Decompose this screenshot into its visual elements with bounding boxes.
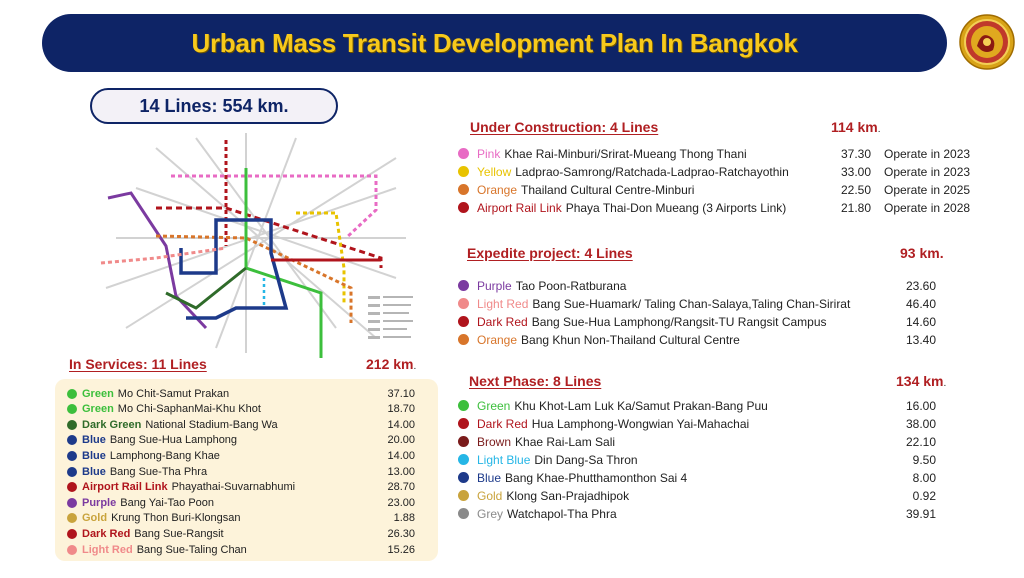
line-route: Khae Rai-Minburi/Srirat-Mueang Thong Thani	[504, 146, 747, 161]
in-services-km: 212 km.	[366, 356, 417, 372]
expedite-title: Expedite project: 4 Lines	[467, 245, 633, 261]
line-color-name: Light Red	[477, 296, 529, 311]
line-route: Phayathai-Suvarnabhumi	[171, 481, 296, 494]
under-construction-km: 114 km.	[831, 119, 881, 135]
line-color-name: Purple	[477, 278, 512, 293]
line-color-name: Light Blue	[477, 452, 531, 467]
in-services-row	[67, 447, 427, 464]
in-services-title: In Services: 11 Lines	[69, 356, 207, 372]
line-color-bullet-icon	[67, 420, 77, 430]
line-route: Bang Sue-Hua Lamphong	[109, 434, 238, 447]
title-banner	[42, 14, 947, 72]
line-color-bullet-icon	[458, 454, 469, 465]
next-phase-row	[458, 397, 1008, 414]
line-color-bullet-icon	[458, 166, 469, 177]
next-phase-row	[458, 469, 1008, 486]
in-services-row	[67, 494, 427, 511]
line-route: Lamphong-Bang Khae	[109, 449, 220, 462]
next-phase-title: Next Phase: 8 Lines	[469, 373, 602, 389]
line-length: 28.70	[387, 481, 415, 494]
line-route: Mo Chi-SaphanMai-Khu Khot	[117, 403, 261, 416]
line-color-name: Grey	[477, 506, 504, 521]
line-route: Mo Chit-Samut Prakan	[117, 387, 230, 400]
line-length: 37.30	[840, 146, 871, 161]
line-length: 26.30	[387, 527, 415, 540]
line-color-name: Pink	[477, 146, 501, 161]
line-route: Bang Sue-Rangsit	[134, 527, 224, 540]
line-color-bullet-icon	[67, 435, 77, 445]
in-services-row	[67, 401, 427, 418]
line-color-name: Yellow	[477, 164, 512, 179]
next-phase-row	[458, 415, 1008, 432]
line-route: Bang Sue-Huamark/ Taling Chan-Salaya,Taling Chan-Sirirat	[532, 296, 851, 311]
line-color-bullet-icon	[67, 404, 77, 414]
line-color-bullet-icon	[67, 498, 77, 508]
line-length: 14.00	[387, 449, 415, 462]
line-color-bullet-icon	[67, 389, 77, 399]
line-color-name: Orange	[477, 332, 518, 347]
line-color-bullet-icon	[458, 298, 469, 309]
in-services-row	[67, 525, 427, 542]
next-phase-row	[458, 505, 1008, 522]
line-color-name: Gold	[477, 488, 503, 503]
line-color-bullet-icon	[458, 202, 469, 213]
line-route: Bang Sue-Tha Phra	[109, 465, 208, 478]
in-services-row	[67, 479, 427, 496]
transit-network-map	[96, 128, 426, 360]
line-length: 13.00	[387, 465, 415, 478]
in-services-row	[67, 510, 427, 527]
line-length: 38.00	[905, 416, 936, 431]
line-color-name: Dark Red	[82, 527, 131, 540]
line-length: 33.00	[840, 164, 871, 179]
under-construction-row	[458, 145, 1008, 162]
line-route: Khu Khot-Lam Luk Ka/Samut Prakan-Bang Puu	[514, 398, 768, 413]
line-route: Ladprao-Samrong/Ratchada-Ladprao-Ratchayothin	[515, 164, 789, 179]
line-route: Bang Sue-Hua Lamphong/Rangsit-TU Rangsit Campus	[531, 314, 827, 329]
total-lines-pill: 14 Lines: 554 km.	[90, 88, 338, 124]
line-route: National Stadium-Bang Wa	[145, 418, 278, 431]
line-length: 20.00	[387, 434, 415, 447]
line-color-bullet-icon	[458, 508, 469, 519]
line-length: 16.00	[905, 398, 936, 413]
line-route: Hua Lamphong-Wongwian Yai-Mahachai	[531, 416, 750, 431]
line-color-name: Airport Rail Link	[82, 481, 168, 494]
in-services-row	[67, 541, 427, 558]
line-length: 1.88	[393, 512, 415, 525]
line-color-bullet-icon	[67, 482, 77, 492]
line-color-name: Orange	[477, 182, 518, 197]
line-color-bullet-icon	[458, 400, 469, 411]
line-length: 23.60	[905, 278, 936, 293]
line-color-bullet-icon	[67, 529, 77, 539]
expedite-row	[458, 331, 1008, 348]
under-construction-row	[458, 163, 1008, 180]
in-services-box	[55, 379, 438, 561]
line-route: Bang Sue-Taling Chan	[136, 543, 247, 556]
line-color-bullet-icon	[458, 316, 469, 327]
line-color-name: Blue	[477, 470, 502, 485]
line-color-bullet-icon	[458, 436, 469, 447]
expedite-km: 93 km.	[900, 245, 944, 261]
line-color-bullet-icon	[458, 148, 469, 159]
expedite-row	[458, 313, 1008, 330]
line-route: Khae Rai-Lam Sali	[515, 434, 616, 449]
line-color-name: Green	[477, 398, 511, 413]
line-color-bullet-icon	[67, 451, 77, 461]
under-construction-row	[458, 181, 1008, 198]
line-color-name: Brown	[477, 434, 512, 449]
line-length: 21.80	[840, 200, 871, 215]
map-legend-block	[368, 296, 413, 339]
line-status: Operate in 2023	[884, 146, 971, 161]
line-length: 8.00	[912, 470, 936, 485]
line-length: 22.10	[905, 434, 936, 449]
line-color-name: Dark Green	[82, 418, 142, 431]
map-light-red-line	[101, 248, 226, 263]
line-color-name: Blue	[82, 449, 106, 462]
line-color-name: Airport Rail Link	[477, 200, 562, 215]
line-length: 37.10	[387, 387, 415, 400]
next-phase-row	[458, 451, 1008, 468]
line-color-name: Light Red	[82, 543, 133, 556]
in-services-row	[67, 416, 427, 433]
line-length: 18.70	[387, 403, 415, 416]
line-length: 15.26	[387, 543, 415, 556]
line-color-bullet-icon	[458, 334, 469, 345]
line-color-bullet-icon	[458, 418, 469, 429]
line-length: 46.40	[905, 296, 936, 311]
under-construction-title: Under Construction: 4 Lines	[470, 119, 659, 135]
next-phase-row	[458, 487, 1008, 504]
in-services-row	[67, 432, 427, 449]
line-color-bullet-icon	[458, 472, 469, 483]
line-route: Bang Yai-Tao Poon	[120, 496, 215, 509]
expedite-row	[458, 277, 1008, 294]
line-route: Phaya Thai-Don Mueang (3 Airports Link)	[565, 200, 787, 215]
line-color-bullet-icon	[458, 184, 469, 195]
line-color-name: Purple	[82, 496, 117, 509]
line-color-bullet-icon	[67, 545, 77, 555]
line-color-bullet-icon	[458, 280, 469, 291]
line-color-name: Blue	[82, 465, 106, 478]
line-route: Bang Khae-Phutthamonthon Sai 4	[505, 470, 688, 485]
in-services-row	[67, 385, 427, 402]
line-status: Operate in 2025	[884, 182, 971, 197]
line-color-name: Dark Red	[477, 314, 528, 329]
expedite-row	[458, 295, 1008, 312]
next-phase-km: 134 km.	[896, 373, 947, 389]
line-route: Tao Poon-Ratburana	[515, 278, 627, 293]
line-route: Din Dang-Sa Thron	[534, 452, 638, 467]
in-services-row	[67, 463, 427, 480]
line-route: Thailand Cultural Centre-Minburi	[521, 182, 695, 197]
line-status: Operate in 2028	[884, 200, 971, 215]
line-length: 23.00	[387, 496, 415, 509]
line-status: Operate in 2023	[884, 164, 971, 179]
line-route: Bang Khun Non-Thailand Cultural Centre	[521, 332, 740, 347]
line-route: Watchapol-Tha Phra	[507, 506, 617, 521]
line-route: Krung Thon Buri-Klongsan	[111, 512, 241, 525]
line-color-name: Gold	[82, 512, 108, 525]
emblem-seal-icon	[959, 14, 1015, 70]
line-color-name: Green	[82, 387, 114, 400]
line-length: 0.92	[912, 488, 936, 503]
line-length: 14.60	[905, 314, 936, 329]
under-construction-row	[458, 199, 1008, 216]
line-color-name: Dark Red	[477, 416, 528, 431]
line-route: Klong San-Prajadhipok	[506, 488, 630, 503]
line-color-bullet-icon	[458, 490, 469, 501]
line-length: 14.00	[387, 418, 415, 431]
line-length: 9.50	[912, 452, 936, 467]
line-length: 39.91	[905, 506, 936, 521]
next-phase-row	[458, 433, 1008, 450]
line-length: 13.40	[905, 332, 936, 347]
line-color-bullet-icon	[67, 467, 77, 477]
line-color-name: Green	[82, 403, 114, 416]
line-color-name: Blue	[82, 434, 106, 447]
page-title: Urban Mass Transit Development Plan In Bangkok	[191, 27, 798, 58]
map-green-line	[246, 168, 321, 358]
line-color-bullet-icon	[67, 513, 77, 523]
line-length: 22.50	[840, 182, 871, 197]
